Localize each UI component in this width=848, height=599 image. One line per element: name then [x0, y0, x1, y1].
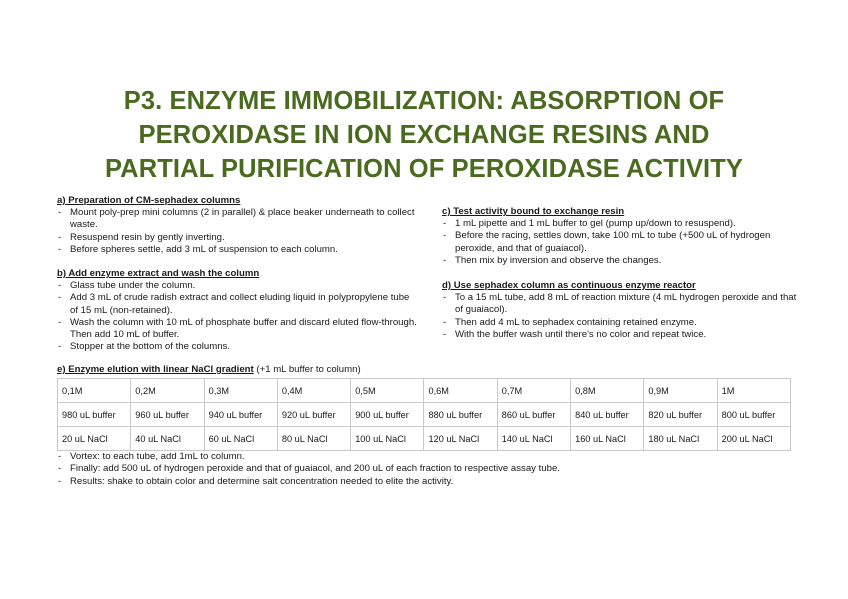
section-d: [442, 280, 802, 341]
table-cell: 60 uL NaCl: [204, 427, 277, 451]
list-item: - Resuspend resin by gently inverting.: [57, 232, 417, 244]
list-item: - Before spheres settle, add 3 mL of suspension to each column.: [57, 244, 417, 256]
table-cell: 820 uL buffer: [644, 403, 717, 427]
table-cell: 0,5M: [351, 379, 424, 403]
gradient-table: [57, 378, 791, 451]
table-cell: 960 uL buffer: [131, 403, 204, 427]
table-cell: 860 uL buffer: [497, 403, 570, 427]
section-e-notes: [57, 451, 797, 488]
section-b-heading: b) Add enzyme extract and wash the column: [57, 268, 260, 280]
concentration-row: [58, 379, 791, 403]
table-cell: 0,9M: [644, 379, 717, 403]
title-line-1: P3. ENZYME IMMOBILIZATION: ABSORPTION OF: [123, 87, 725, 115]
table-cell: 0,6M: [424, 379, 497, 403]
section-b-list: [57, 280, 417, 353]
title-line-3: PARTIAL PURIFICATION OF PEROXIDASE ACTIVITY: [104, 155, 744, 183]
table-cell: 940 uL buffer: [204, 403, 277, 427]
list-item: - Wash the column with 10 mL of phosphate buffer and discard eluted flow-through. Then add 10 mL of buffer.: [57, 317, 417, 341]
section-a-heading: a) Preparation of CM-sephadex columns: [57, 195, 241, 206]
list-item: - Mount poly-prep mini columns (2 in parallel) & place beaker underneath to collect waste.: [57, 207, 417, 231]
table-cell: 800 uL buffer: [717, 403, 790, 427]
table-cell: 20 uL NaCl: [58, 427, 131, 451]
table-cell: 0,2M: [131, 379, 204, 403]
list-item: - Then mix by inversion and observe the changes.: [442, 255, 802, 267]
table-cell: 0,8M: [571, 379, 644, 403]
table-cell: 200 uL NaCl: [717, 427, 790, 451]
table-cell: 900 uL buffer: [351, 403, 424, 427]
section-e: [57, 364, 797, 488]
section-e-heading-suffix: (+1 mL buffer to column): [256, 364, 361, 375]
section-e-header: [57, 364, 797, 376]
list-item: - Stopper at the bottom of the columns.: [57, 341, 417, 353]
list-item: - 1 mL pipette and 1 mL buffer to gel (pump up/down to resuspend).: [442, 218, 802, 230]
list-item: - Vortex: to each tube, add 1mL to column.: [57, 451, 797, 463]
table-cell: 140 uL NaCl: [497, 427, 570, 451]
table-cell: 920 uL buffer: [277, 403, 350, 427]
section-d-heading: d) Use sephadex column as continuous enzyme reactor: [442, 280, 696, 292]
table-cell: 980 uL buffer: [58, 403, 131, 427]
list-item: - Add 3 mL of crude radish extract and collect eluding liquid in polypropylene tube of 15 mL (non-retained).: [57, 292, 417, 316]
table-cell: 160 uL NaCl: [571, 427, 644, 451]
table-cell: 120 uL NaCl: [424, 427, 497, 451]
table-cell: 0,3M: [204, 379, 277, 403]
list-item: - To a 15 mL tube, add 8 mL of reaction mixture (4 mL hydrogen peroxide and that of guaiacol).: [442, 292, 802, 316]
table-cell: 180 uL NaCl: [644, 427, 717, 451]
table-cell: 880 uL buffer: [424, 403, 497, 427]
section-b: [57, 268, 417, 353]
list-item: - Before the racing, settles down, take 100 mL to tube (+500 uL of hydrogen peroxide, and that of guaiacol).: [442, 230, 802, 254]
list-item: - Finally: add 500 uL of hydrogen peroxide and that of guaiacol, and 200 uL of each fraction to respective assay tube.: [57, 463, 797, 475]
list-item: - With the buffer wash until there's no color and repeat twice.: [442, 329, 802, 341]
table-cell: 1M: [717, 379, 790, 403]
page-title: [40, 84, 808, 186]
right-column: [442, 206, 802, 341]
section-a: [57, 195, 417, 256]
table-cell: 0,4M: [277, 379, 350, 403]
section-d-list: [442, 292, 802, 341]
table-cell: 80 uL NaCl: [277, 427, 350, 451]
table-cell: 0,1M: [58, 379, 131, 403]
section-c: [442, 206, 802, 267]
table-cell: 840 uL buffer: [571, 403, 644, 427]
title-line-2: PEROXIDASE IN ION EXCHANGE RESINS AND: [138, 121, 710, 149]
section-e-heading: e) Enzyme elution with linear NaCl gradient: [57, 364, 254, 375]
table-cell: 0,7M: [497, 379, 570, 403]
table-cell: 100 uL NaCl: [351, 427, 424, 451]
list-item: - Then add 4 mL to sephadex containing retained enzyme.: [442, 317, 802, 329]
section-c-list: [442, 218, 802, 267]
list-item: - Results: shake to obtain color and determine salt concentration needed to elite the activity.: [57, 476, 797, 488]
table-cell: 40 uL NaCl: [131, 427, 204, 451]
nacl-row: [58, 427, 791, 451]
section-a-list: [57, 207, 417, 256]
buffer-row: [58, 403, 791, 427]
section-c-heading: c) Test activity bound to exchange resin: [442, 206, 625, 217]
list-item: - Glass tube under the column.: [57, 280, 417, 292]
left-column: [57, 195, 417, 353]
